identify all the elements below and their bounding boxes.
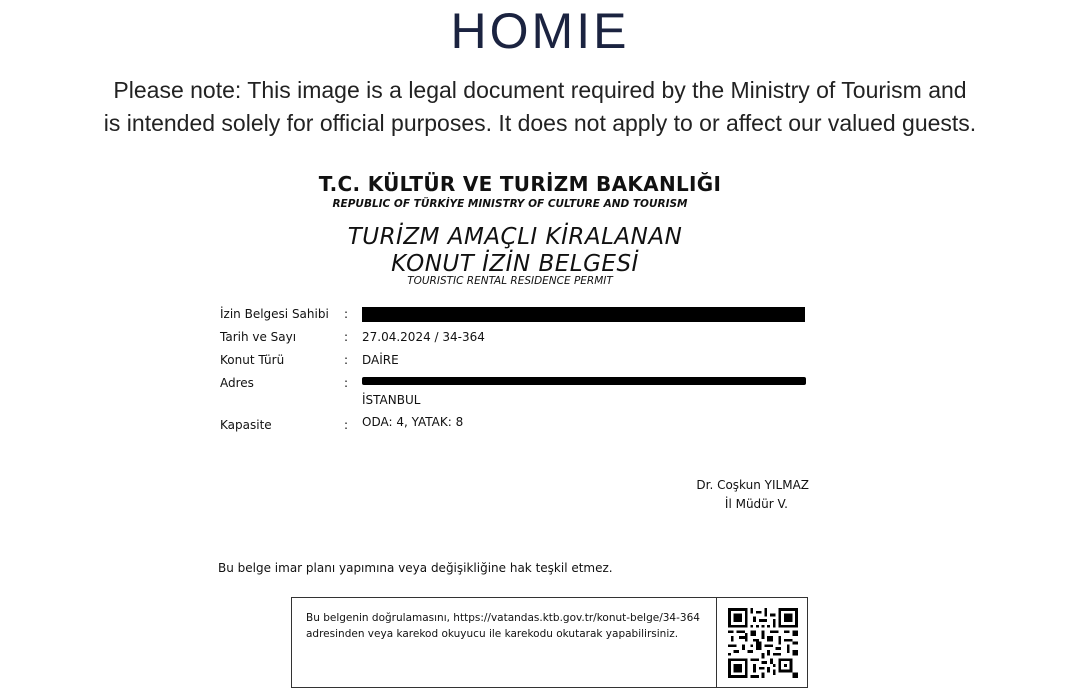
field-type-label: Konut Türü [220, 353, 285, 367]
field-date-label: Tarih ve Sayı [220, 330, 297, 344]
legal-note-line2: is intended solely for official purposes. It does not apply to or affect our valued guests. [103, 110, 977, 136]
legal-note-line1: Please note: This image is a legal document required by the Ministry of Tourism and [113, 77, 967, 103]
field-colon: : [344, 418, 349, 432]
field-colon: : [344, 307, 349, 321]
signatory-title: İl Müdür V. [724, 497, 788, 511]
field-date-value: 27.04.2024 / 34-364 [362, 330, 485, 344]
field-type-value: DAİRE [362, 353, 399, 367]
redaction-bar [362, 307, 805, 322]
legal-note [40, 74, 1040, 140]
permit-subtitle: TOURISTIC RENTAL RESIDENCE PERMIT [407, 275, 613, 287]
permit-title [300, 224, 730, 278]
verification-box [291, 597, 808, 688]
field-address-label: Adres [220, 376, 254, 390]
disclaimer: Bu belge imar planı yapımına veya değişikliğine hak teşkil etmez. [218, 561, 613, 575]
field-address-city: İSTANBUL [362, 393, 421, 407]
field-colon: : [344, 353, 349, 367]
field-capacity-value: ODA: 4, YATAK: 8 [362, 415, 464, 429]
ministry-name-en: REPUBLIC OF TÜRKİYE MINISTRY OF CULTURE AND TOURISM [332, 198, 688, 210]
brand-logo: HOMIE [450, 3, 630, 59]
permit-title-line2: KONUT İZİN BELGESİ [391, 251, 639, 277]
field-capacity-label: Kapasite [220, 418, 272, 432]
permit-title-line1: TURİZM AMAÇLI KİRALANAN [347, 224, 683, 250]
verification-line2: adresinden veya karekod okuyucu ile karekodu okutarak yapabilirsiniz. [306, 628, 679, 640]
field-holder-label: İzin Belgesi Sahibi [220, 307, 329, 321]
field-colon: : [344, 330, 349, 344]
signatory-name: Dr. Coşkun YILMAZ [696, 478, 809, 492]
field-colon: : [344, 376, 349, 390]
verification-divider [716, 598, 717, 687]
verification-text [306, 610, 706, 642]
ministry-name-tr: T.C. KÜLTÜR VE TURİZM BAKANLIĞI [318, 172, 722, 196]
qr-code-icon [728, 608, 798, 678]
address-redaction [362, 377, 806, 385]
verification-line1: Bu belgenin doğrulamasını, https://vatandas.ktb.gov.tr/konut-belge/34-364 [306, 612, 700, 624]
